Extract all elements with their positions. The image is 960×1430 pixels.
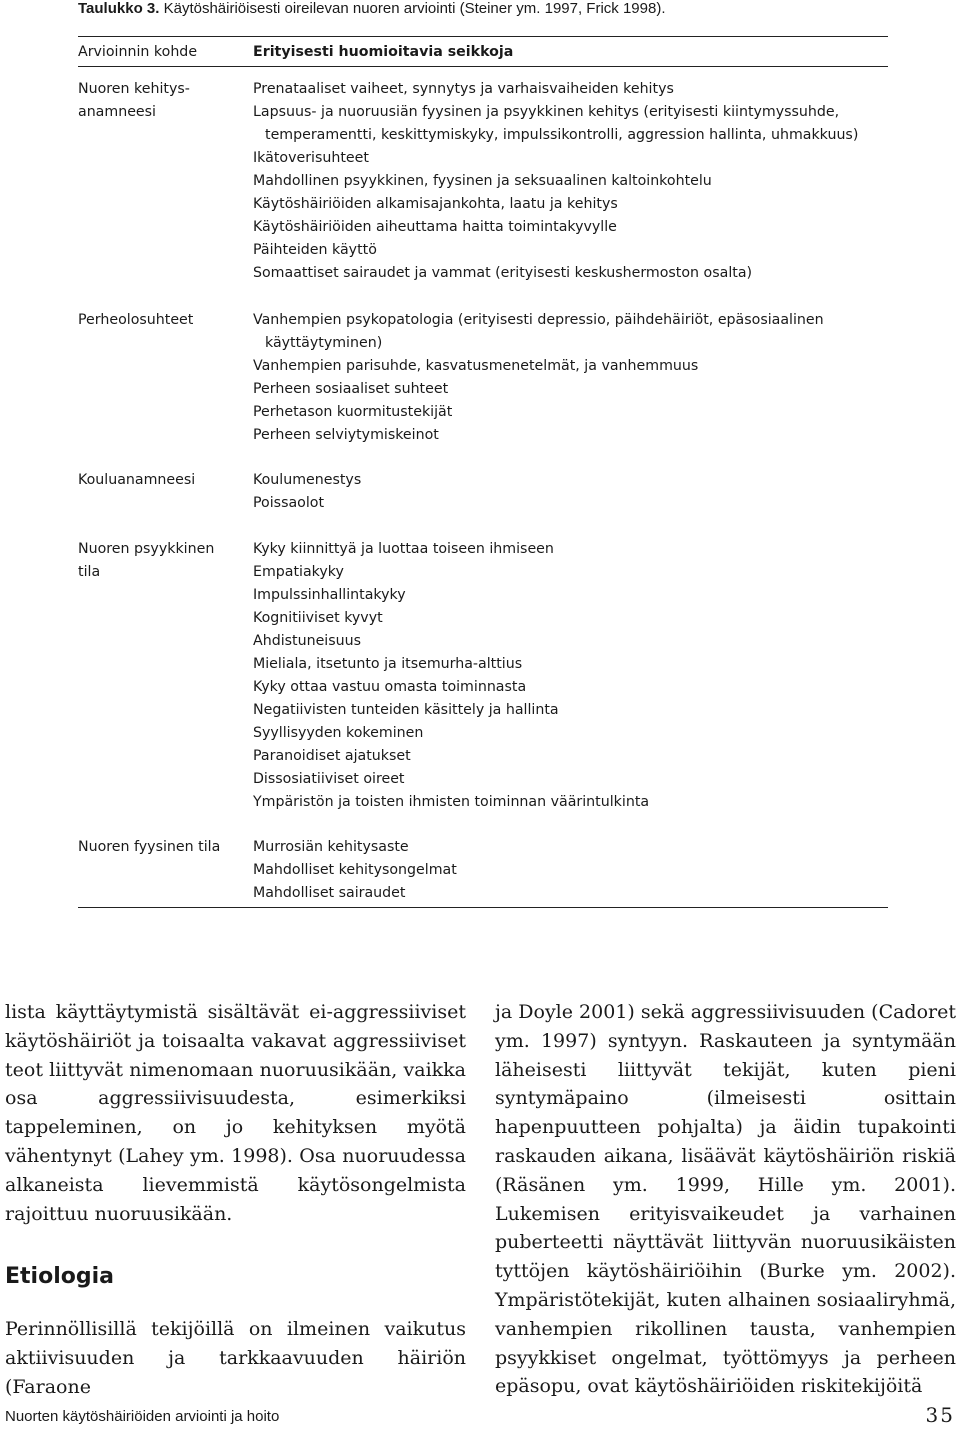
row-items [253, 469, 893, 515]
column-header-notable-points: Erityisesti huomioitavia seikkoja [253, 44, 514, 60]
row-items [253, 836, 893, 905]
list-item: Ikätoverisuhteet [253, 150, 369, 166]
footer-title: Nuorten käytöshäiriöiden arviointi ja hoito [5, 1408, 280, 1425]
body-paragraph: ja Doyle 2001) sekä aggressiivisuuden (Cadoret ym. 1997) syntyyn. Raskauteen ja syntymään läheisesti liittyvät tekijät, kuten pieni syntymäpaino (ilmeisesti osittain hapenpuutteen pohjalta) ja äidin tupakointi raskauden aikana, lisäävät käytöshäiriön riskiä (Räsänen ym. 1999, Hille ym. 2001). Lukemisen erityisvaikeudet ja varhainen puberteetti näyttävät liittyvän nuoruusikäisten tyttöjen käytöshäiriöihin (Burke ym. 2002). Ympäristötekijät, kuten alhainen sosiaaliryhmä, vanhempien rikollinen tausta, vanhempien psyykkiset ongelmat, työttömyys ja perheen epäsopu, ovat käytöshäiriöiden riskitekijöitä [495, 1001, 956, 1398]
list-item: Perheen sosiaaliset suhteet [253, 381, 449, 397]
list-item: Ympäristön ja toisten ihmisten toiminnan väärintulkinta [253, 794, 650, 810]
list-item: Syyllisyyden kokeminen [253, 725, 424, 741]
body-column-left-bottom [5, 1315, 466, 1401]
list-item: Ahdistuneisuus [253, 633, 362, 649]
table-caption [78, 0, 898, 18]
list-item: Negatiivisten tunteiden käsittely ja hallinta [253, 702, 559, 718]
list-item: Mahdollinen psyykkinen, fyysinen ja seksuaalinen kaltoinkohtelu [253, 173, 712, 189]
list-item: Vanhempien psykopatologia (erityisesti depressio, päihdehäiriöt, epäsosiaalinen käyttäytyminen) [253, 312, 824, 351]
body-paragraph: lista käyttäytymistä sisältävät ei-aggressiiviset käytöshäiriöt ja toisaalta vakavat aggressiiviset teot liittyvät nimenomaan nuoruusikään, vaikka osa aggressiivisuudesta, esimerkiksi tappeleminen, on jo kehityksen myötä vähentynyt (Lahey ym. 1998). Osa nuoruudessa alkaneista lievemmistä käytösongelmista rajoittuu nuoruusikään. [5, 1001, 466, 1225]
list-item: Murrosiän kehitysaste [253, 839, 409, 855]
list-item: Kognitiiviset kyvyt [253, 610, 383, 626]
list-item: Prenataaliset vaiheet, synnytys ja varhaisvaiheiden kehitys [253, 81, 674, 97]
table-caption-label: Taulukko 3. [78, 0, 160, 17]
row-label: Perheolosuhteet [78, 312, 194, 328]
list-item: Dissosiatiiviset oireet [253, 771, 405, 787]
list-item: Paranoidiset ajatukset [253, 748, 411, 764]
list-item: Kyky ottaa vastuu omasta toiminnasta [253, 679, 527, 695]
list-item: Perheen selviytymiskeinot [253, 427, 439, 443]
row-items [253, 78, 893, 285]
table-header-rule [78, 66, 888, 67]
body-paragraph: Perinnöllisillä tekijöillä on ilmeinen vaikutus aktiivisuuden ja tarkkaavuuden häiriön (Faraone [5, 1318, 466, 1398]
list-item: Käytöshäiriöiden alkamisajankohta, laatu ja kehitys [253, 196, 618, 212]
row-label: Nuoren psyykkinen tila [78, 541, 215, 580]
list-item: Mieliala, itsetunto ja itsemurha-alttius [253, 656, 523, 672]
column-header-assessment-target: Arvioinnin kohde [78, 44, 198, 60]
row-label: Kouluanamneesi [78, 472, 196, 488]
list-item: Käytöshäiriöiden aiheuttama haitta toimintakyvylle [253, 219, 617, 235]
table-top-rule [78, 36, 888, 37]
list-item: Vanhempien parisuhde, kasvatusmenetelmät, ja vanhemmuus [253, 358, 699, 374]
row-label: Nuoren fyysinen tila [78, 839, 221, 855]
list-item: Päihteiden käyttö [253, 242, 377, 258]
list-item: Mahdolliset sairaudet [253, 885, 406, 901]
list-item: Impulssinhallintakyky [253, 587, 406, 603]
list-item: Empatiakyky [253, 564, 344, 580]
list-item: Koulumenestys [253, 472, 362, 488]
list-item: Poissaolot [253, 495, 325, 511]
list-item: Somaattiset sairaudet ja vammat (erityisesti keskushermoston osalta) [253, 265, 753, 281]
row-items [253, 309, 893, 447]
body-column-right [495, 998, 956, 1401]
list-item: Perhetason kuormitustekijät [253, 404, 453, 420]
table-caption-text: Käytöshäiriöisesti oireilevan nuoren arviointi (Steiner ym. 1997, Frick 1998). [163, 0, 666, 17]
list-item: Kyky kiinnittyä ja luottaa toiseen ihmiseen [253, 541, 554, 557]
section-heading-etiology: Etiologia [5, 1264, 114, 1289]
row-items [253, 538, 893, 814]
body-column-left-top [5, 998, 466, 1228]
row-label: Nuoren kehitys- anamneesi [78, 81, 190, 120]
page-number: 35 [925, 1403, 955, 1427]
list-item: Mahdolliset kehitysongelmat [253, 862, 457, 878]
table-bottom-rule [78, 907, 888, 908]
list-item: Lapsuus- ja nuoruusiän fyysinen ja psyykkinen kehitys (erityisesti kiintymyssuhde, temperamentti, keskittymiskyky, impulssikontrolli, aggression hallinta, uhmakkuus) [253, 104, 859, 143]
